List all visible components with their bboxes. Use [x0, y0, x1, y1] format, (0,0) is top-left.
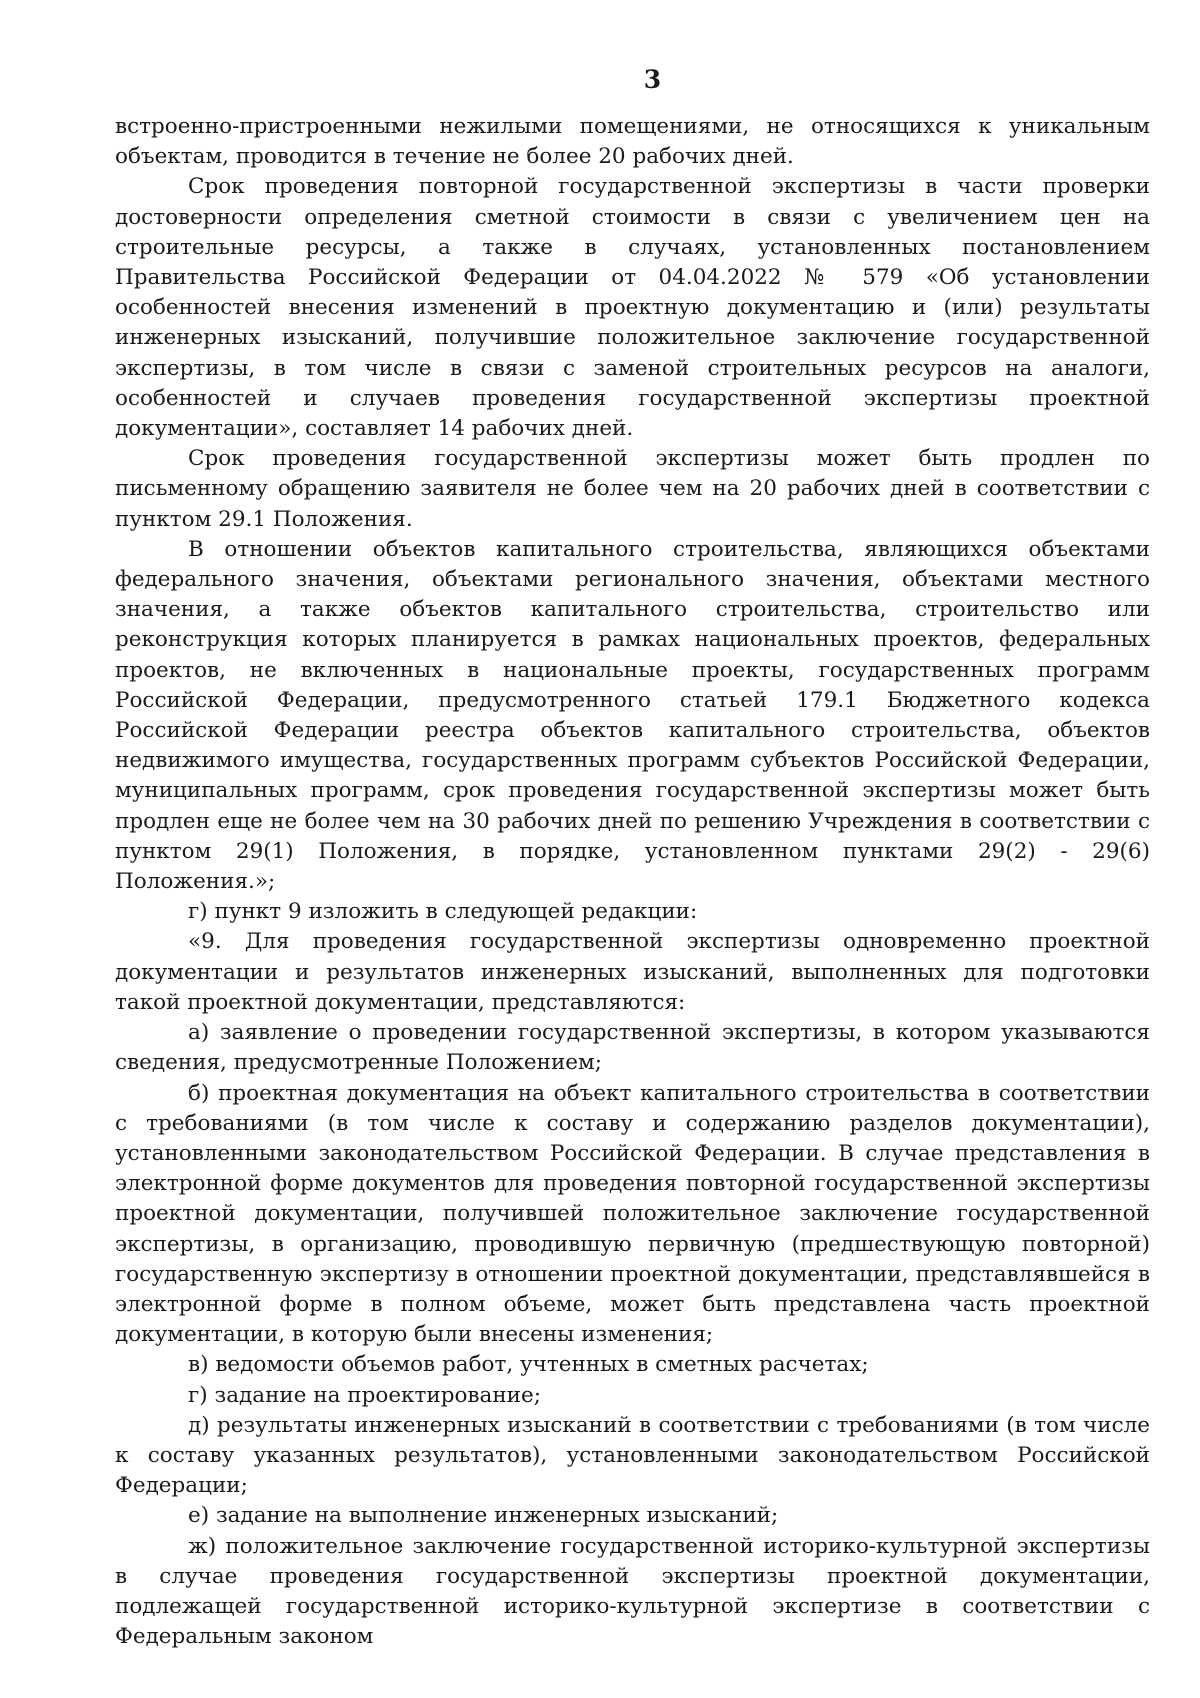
list-item-a: а) заявление о проведении государственной экспертизы, в котором указываются сведения, предусмотренные Положением;	[115, 1020, 1150, 1076]
page-number: 3	[643, 65, 662, 94]
document-page	[115, 60, 1150, 1652]
paragraph-clause-9: «9. Для проведения государственной экспертизы одновременно проектной документации и результатов инженерных изысканий, выполненных для подготовки такой проектной документации, представляются:	[115, 929, 1150, 1015]
list-item-g: г) задание на проектирование;	[188, 1382, 541, 1408]
paragraph-item-g-intro: г) пункт 9 изложить в следующей редакции:	[188, 899, 698, 925]
document-body	[115, 112, 1150, 1652]
paragraph-term-extension: Срок проведения государственной экспертизы может быть продлен по письменному обращению заявителя не более чем на 20 рабочих дней в соответствии с пунктом 29.1 Положения.	[115, 446, 1150, 532]
paragraph-repeat-expertise-term: Срок проведения повторной государственной экспертизы в части проверки достоверности определения сметной стоимости в связи с увеличением цен на строительные ресурсы, а также в случаях, установленных постановлением Правительства Российской Федерации от 04.04.2022 № 579 «Об установлении особенностей внесения изменений в проектную документацию и (или) результаты инженерных изысканий, получившие положительное заключение государственной экспертизы, в том числе в связи с заменой строительных ресурсов на аналоги, особенностей и случаев проведения государственной экспертизы проектной документации», составляет 14 рабочих дней.	[115, 174, 1150, 442]
paragraph-continuation: встроенно-пристроенными нежилыми помещениями, не относящихся к уникальным объектам, проводится в течение не более 20 рабочих дней.	[115, 114, 1150, 170]
paragraph-capital-construction: В отношении объектов капитального строительства, являющихся объектами федерального значения, объектами регионального значения, объектами местного значения, а также объектов капитального строительства, строительство или реконструкция которых планируется в рамках национальных проектов, федеральных проектов, не включенных в национальные проекты, государственных программ Российской Федерации, предусмотренного статьей 179.1 Бюджетного кодекса Российской Федерации реестра объектов капитального строительства, объектов недвижимого имущества, государственных программ субъектов Российской Федерации, муниципальных программ, срок проведения государственной экспертизы может быть продлен еще не более чем на 30 рабочих дней по решению Учреждения в соответствии с пунктом 29(1) Положения, в порядке, установленном пунктами 29(2) - 29(6) Положения.»;	[115, 536, 1150, 895]
list-item-b: б) проектная документация на объект капитального строительства в соответствии с требованиями (в том числе к составу и содержанию разделов документации), установленными законодательством Российской Федерации. В случае представления в электронной форме документов для проведения повторной государственной экспертизы проектной документации, получившей положительное заключение государственной экспертизы, в организацию, проводившую первичную (предшествующую повторной) государственную экспертизу в отношении проектной документации, представлявшейся в электронной форме в полном объеме, может быть представлена часть проектной документации, в которую были внесены изменения;	[115, 1080, 1150, 1348]
list-item-e: е) задание на выполнение инженерных изысканий;	[188, 1503, 779, 1529]
list-item-d: д) результаты инженерных изысканий в соответствии с требованиями (в том числе к составу указанных результатов), установленными законодательством Российской Федерации;	[115, 1412, 1150, 1499]
list-item-zh: ж) положительное заключение государственной историко-культурной экспертизы в случае проведения государственной экспертизы проектной документации, подлежащей государственной историко-культурной экспертизе в соответствии с Федеральным законом	[115, 1533, 1150, 1650]
list-item-v: в) ведомости объемов работ, учтенных в сметных расчетах;	[188, 1352, 869, 1378]
